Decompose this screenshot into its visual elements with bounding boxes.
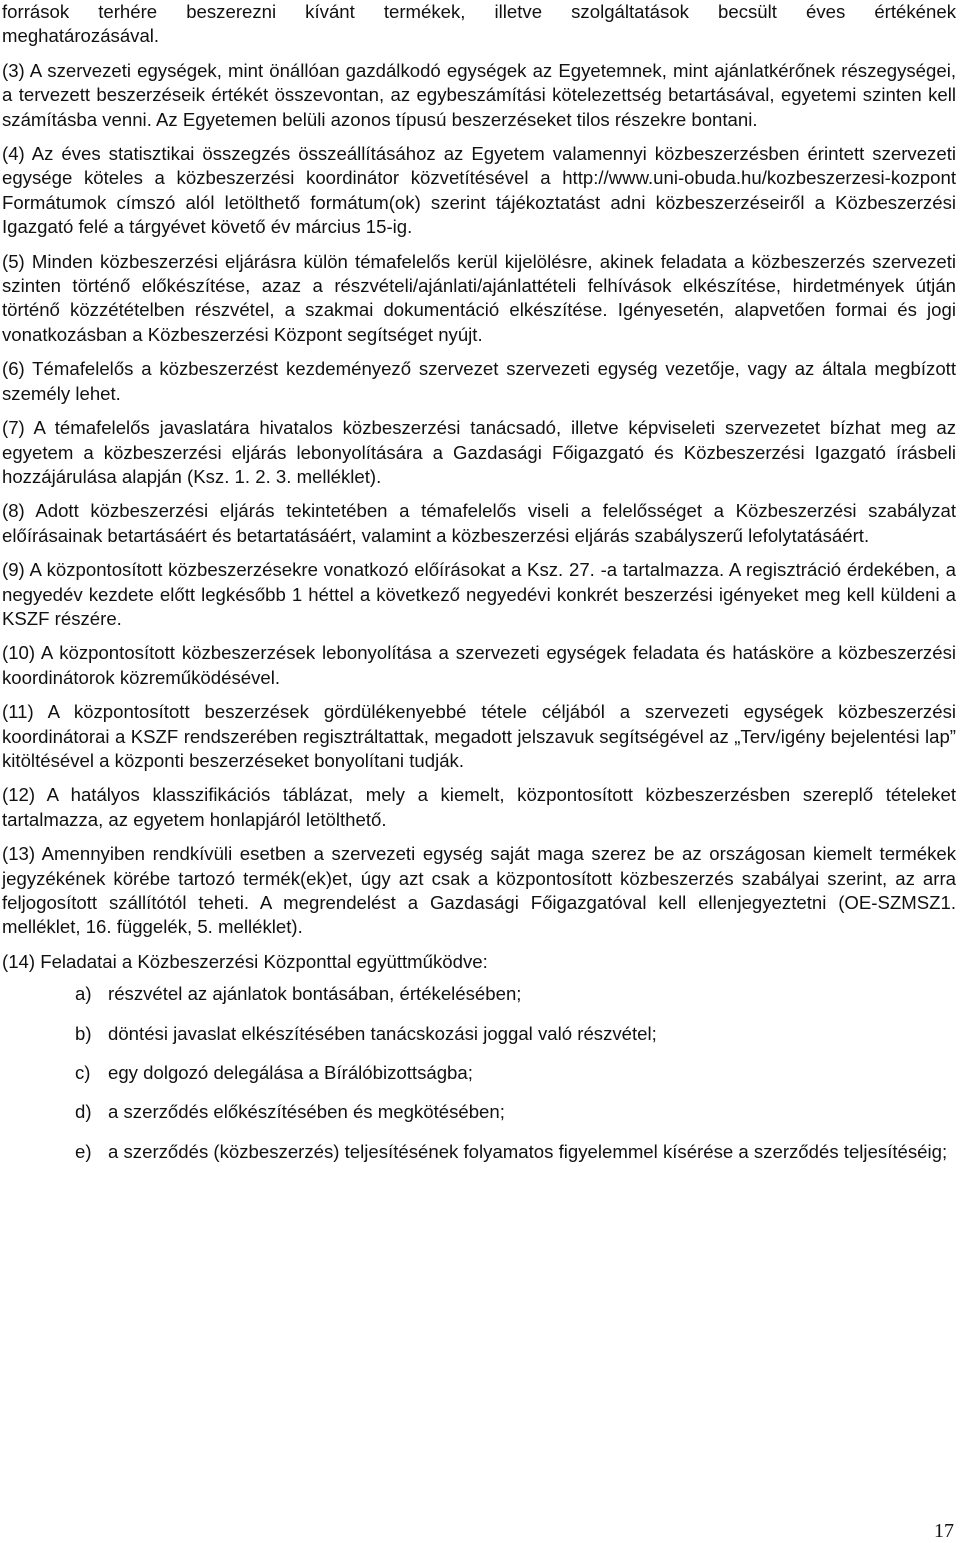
tasks-list (2, 982, 956, 1164)
list-marker: b) (75, 1022, 92, 1044)
list-marker: a) (75, 983, 92, 1005)
paragraph-3: (3) A szervezeti egységek, mint önállóan gazdálkodó egységek az Egyetemnek, mint ajánlatkérőnek részegységei, a tervezett beszerzéseik értékét összevontan, az egybeszámítási kötelezettség betartásával, egyetemi szinten kell számításba venni. Az Egyetemen belüli azonos típusú beszerzéseket tilos részekre bontani. (2, 59, 956, 130)
list-item (75, 1061, 956, 1085)
list-item (75, 1022, 956, 1046)
paragraph-5: (5) Minden közbeszerzési eljárásra külön témafelelős kerül kijelölésre, akinek feladata a közbeszerzés szervezeti szinten történő előkészítése, azaz a részvételi/ajánlati/ajánlattételi felhívások elkészítése, hirdetmények útján történő közzétételben részvétel, a szakmai dokumentáció elkészítése. Igényesetén, alapvetően formai és jogi vonatkozásban a Közbeszerzési Központ segítséget nyújt. (2, 250, 956, 345)
list-item (75, 1100, 956, 1124)
list-marker: e) (75, 1140, 92, 1162)
paragraph-9: (9) A központosított közbeszerzésekre vonatkozó előírásokat a Ksz. 27. -a tartalmazza. A regisztráció érdekében, a negyedév kezdete előtt legkésőbb 1 héttel a következő negyedévi konkrét beszerzési igényeket meg kell küldeni a KSZF részére. (2, 559, 956, 629)
paragraph-12: (12) A hatályos klasszifikációs táblázat, mely a kiemelt, központosított közbeszerzésben szereplő tételeket tartalmazza, az egyetem honlapjáról letölthető. (2, 784, 956, 830)
page-number: 17 (934, 1520, 954, 1542)
list-text: döntési javaslat elkészítésében tanácskozási joggal való részvétel; (108, 1022, 657, 1044)
paragraph-4: (4) Az éves statisztikai összegzés összeállításához az Egyetem valamennyi közbeszerzésben érintett szervezeti egysége köteles a közbeszerzési koordinátor közvetítésével a http://www.uni-obuda.hu/kozbeszerzesi-kozpont Formátumok címszó alól letölthető formátum(ok) szerint tájékoztatást adni közbeszerzéseiről a Közbeszerzési Igazgató felé a tárgyévet követő év március 15-ig. (2, 143, 956, 238)
paragraph-14: (14) Feladatai a Közbeszerzési Központtal együttműködve: (2, 950, 488, 972)
intro-line: meghatározásával. (2, 25, 160, 47)
list-text: részvétel az ajánlatok bontásában, értékelésében; (108, 983, 522, 1005)
paragraph-11: (11) A központosított beszerzések gördülékenyebbé tétele céljából a szervezeti egységek közbeszerzési koordinátorai a KSZF rendszerében regisztráltattak, megadott jelszavuk segítségével az „Terv/igény bejelentési lap” kitöltésével a központi beszerzéseket bonyolítani tudják. (2, 701, 956, 771)
list-text: egy dolgozó delegálása a Bírálóbizottságba; (108, 1062, 473, 1084)
list-text: a szerződés előkészítésében és megkötésében; (108, 1101, 505, 1123)
paragraph-13: (13) Amennyiben rendkívüli esetben a szervezeti egység saját maga szerez be az országosan kiemelt termékek jegyzékének körébe tartozó termék(ek)et, úgy azt csak a központosított közbeszerzés szabályai szerint, az arra feljogosított szállítótól teheti. A megrendelést a Gazdasági Főigazgatóval kell ellenjegyeztetni (OE-SZMSZ1. melléklet, 16. függelék, 5. melléklet). (2, 843, 956, 938)
document-page (2, 0, 956, 1179)
intro-line: források terhére beszerezni kívánt termékek, illetve szolgáltatások becsült éves értékének (2, 1, 956, 22)
list-item (75, 1140, 956, 1164)
list-text: a szerződés (közbeszerzés) teljesítésének folyamatos figyelemmel kísérése a szerződés teljesítéséig; (108, 1140, 948, 1162)
paragraph-10: (10) A központosított közbeszerzések lebonyolítása a szervezeti egységek feladata és hatásköre a közbeszerzési koordinátorok közreműködésével. (2, 642, 956, 688)
paragraph-6: (6) Témafelelős a közbeszerzést kezdeményező szervezet szervezeti egység vezetője, vagy az általa megbízott személy lehet. (2, 358, 956, 404)
list-marker: d) (75, 1101, 92, 1123)
list-marker: c) (75, 1062, 91, 1084)
paragraph-7: (7) A témafelelős javaslatára hivatalos közbeszerzési tanácsadó, illetve képviseleti szervezetet bízhat meg az egyetem a közbeszerzési eljárás lebonyolítására a Gazdasági Főigazgató és Közbeszerzési Igazgató írásbeli hozzájárulása alapján (Ksz. 1. 2. 3. melléklet). (2, 417, 956, 487)
paragraph-8: (8) Adott közbeszerzési eljárás tekintetében a témafelelős viseli a felelősséget a Közbeszerzési szabályzat előírásainak betartásáért és betartatásáért, valamint a közbeszerzési eljárás szabályszerű lefolytatásáért. (2, 500, 956, 546)
list-item (75, 982, 956, 1006)
intro-paragraph (2, 0, 956, 49)
